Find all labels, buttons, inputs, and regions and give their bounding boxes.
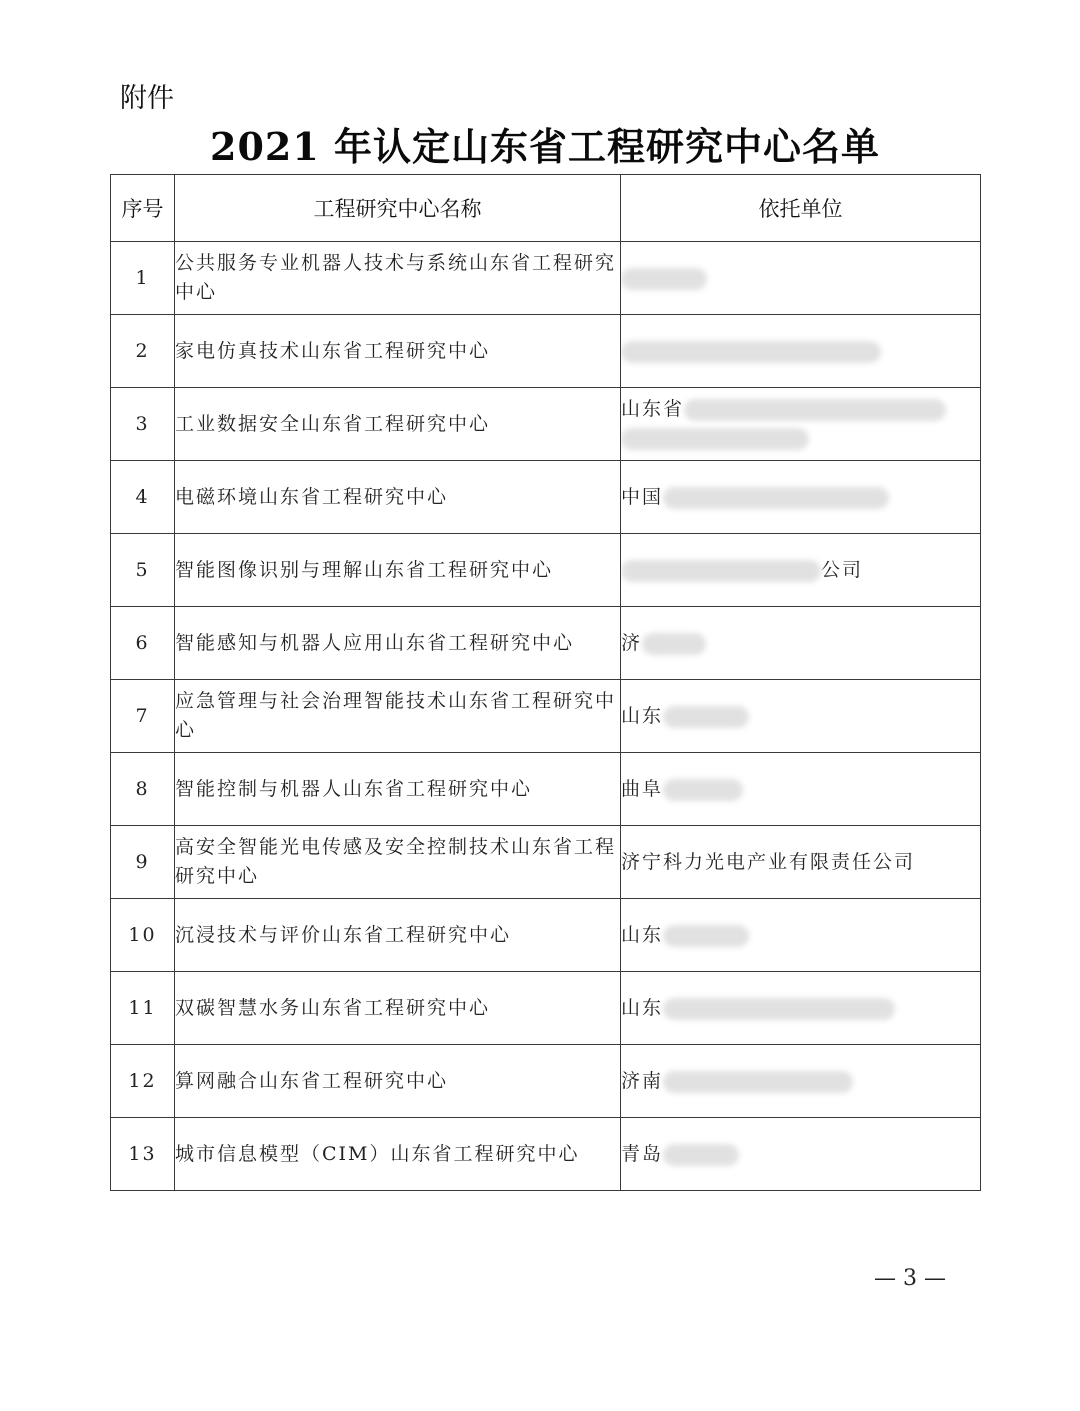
row-index: 7 (111, 680, 175, 753)
unit-visible-text: 公司 (821, 558, 864, 581)
row-host-unit (621, 680, 981, 753)
row-host-unit (621, 534, 981, 607)
row-host-unit (621, 388, 981, 461)
row-host-unit (621, 242, 981, 315)
table-row (111, 242, 981, 315)
unit-visible-text: 曲阜 (621, 777, 664, 800)
row-index: 10 (111, 899, 175, 972)
unit-visible-text: 济南 (621, 1069, 664, 1092)
row-center-name: 双碳智慧水务山东省工程研究中心 (175, 972, 621, 1045)
row-center-name: 算网融合山东省工程研究中心 (175, 1045, 621, 1118)
row-host-unit (621, 972, 981, 1045)
row-index: 13 (111, 1118, 175, 1191)
redacted-blur (621, 428, 809, 450)
row-center-name: 电磁环境山东省工程研究中心 (175, 461, 621, 534)
redacted-blur (663, 779, 743, 801)
row-center-name: 家电仿真技术山东省工程研究中心 (175, 315, 621, 388)
row-center-name: 智能图像识别与理解山东省工程研究中心 (175, 534, 621, 607)
unit-visible-text: 山东 (621, 704, 664, 727)
redacted-blur (621, 560, 821, 582)
row-host-unit (621, 607, 981, 680)
row-index: 9 (111, 826, 175, 899)
engineering-centers-table (110, 174, 981, 1191)
unit-visible-text: 山东 (621, 923, 664, 946)
row-center-name: 应急管理与社会治理智能技术山东省工程研究中心 (175, 680, 621, 753)
row-center-name: 沉浸技术与评价山东省工程研究中心 (175, 899, 621, 972)
unit-visible-text: 济宁科力光电产业有限责任公司 (621, 850, 916, 873)
table-row (111, 899, 981, 972)
table-header-row (111, 175, 981, 242)
attachment-label: 附件 (120, 83, 174, 114)
redacted-blur (663, 998, 895, 1020)
row-center-name: 公共服务专业机器人技术与系统山东省工程研究中心 (175, 242, 621, 315)
row-index: 8 (111, 753, 175, 826)
row-index: 6 (111, 607, 175, 680)
row-index: 2 (111, 315, 175, 388)
unit-visible-text: 山东省 (621, 398, 685, 420)
redacted-blur (663, 1144, 739, 1166)
row-host-unit (621, 315, 981, 388)
unit-visible-text: 青岛 (621, 1142, 664, 1165)
header-center-name: 工程研究中心名称 (175, 175, 621, 242)
row-index: 12 (111, 1045, 175, 1118)
row-host-unit (621, 899, 981, 972)
table-row (111, 753, 981, 826)
row-host-unit (621, 753, 981, 826)
table-row (111, 680, 981, 753)
redacted-blur (663, 925, 749, 947)
redacted-blur (663, 487, 889, 509)
table-row (111, 1045, 981, 1118)
row-index: 11 (111, 972, 175, 1045)
row-center-name: 智能控制与机器人山东省工程研究中心 (175, 753, 621, 826)
redacted-blur (663, 1071, 853, 1093)
table-row (111, 826, 981, 899)
unit-visible-text: 济 (621, 631, 643, 654)
header-host-unit: 依托单位 (621, 175, 981, 242)
page-number: — 3 — (874, 1266, 946, 1291)
unit-visible-text: 山东 (621, 996, 664, 1019)
redacted-blur (621, 268, 707, 290)
redacted-blur (642, 633, 706, 655)
row-center-name: 工业数据安全山东省工程研究中心 (175, 388, 621, 461)
row-index: 3 (111, 388, 175, 461)
redacted-blur (663, 706, 749, 728)
row-host-unit (621, 461, 981, 534)
table-row (111, 461, 981, 534)
row-host-unit (621, 826, 981, 899)
table-row (111, 534, 981, 607)
table-row (111, 607, 981, 680)
header-index: 序号 (111, 175, 175, 242)
redacted-blur (684, 399, 946, 421)
row-host-unit (621, 1118, 981, 1191)
table-row (111, 1118, 981, 1191)
row-center-name: 城市信息模型（CIM）山东省工程研究中心 (175, 1118, 621, 1191)
redacted-blur (621, 341, 881, 363)
table-row (111, 315, 981, 388)
row-center-name: 高安全智能光电传感及安全控制技术山东省工程研究中心 (175, 826, 621, 899)
table-row (111, 388, 981, 461)
document-title: 2021 年认定山东省工程研究中心名单 (210, 124, 880, 169)
row-index: 4 (111, 461, 175, 534)
table-row (111, 972, 981, 1045)
row-center-name: 智能感知与机器人应用山东省工程研究中心 (175, 607, 621, 680)
row-index: 1 (111, 242, 175, 315)
row-host-unit (621, 1045, 981, 1118)
unit-visible-text: 中国 (621, 485, 664, 508)
row-index: 5 (111, 534, 175, 607)
